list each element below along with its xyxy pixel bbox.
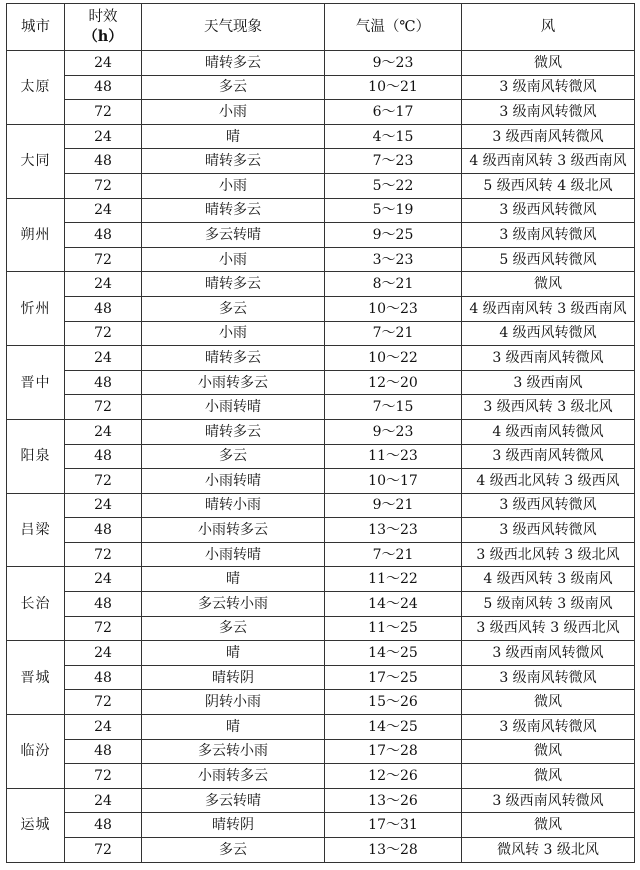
weather-cell: 多云转小雨 [142, 739, 325, 764]
temperature-cell: 10～22 [325, 346, 462, 371]
weather-forecast-table [6, 3, 635, 863]
table-header [7, 4, 635, 51]
hours-cell: 24 [65, 272, 142, 297]
temperature-cell: 15～26 [325, 690, 462, 715]
header-row [7, 4, 635, 51]
city-name-cell: 临汾 [7, 715, 65, 789]
table-row [7, 838, 635, 863]
weather-cell: 晴 [142, 124, 325, 149]
weather-cell: 小雨转晴 [142, 542, 325, 567]
hours-cell: 24 [65, 788, 142, 813]
hours-cell: 24 [65, 641, 142, 666]
temperature-cell: 17～25 [325, 665, 462, 690]
hours-cell: 72 [65, 616, 142, 641]
temperature-cell: 7～21 [325, 542, 462, 567]
table-row [7, 173, 635, 198]
table-row [7, 764, 635, 789]
weather-cell: 晴转多云 [142, 419, 325, 444]
hours-cell: 72 [65, 173, 142, 198]
city-name-cell: 阳泉 [7, 419, 65, 493]
temperature-cell: 10～21 [325, 75, 462, 100]
weather-cell: 多云转晴 [142, 788, 325, 813]
table-body [7, 51, 635, 863]
table-row [7, 592, 635, 617]
hours-cell: 48 [65, 444, 142, 469]
temperature-cell: 13～23 [325, 518, 462, 543]
city-name-cell: 朔州 [7, 198, 65, 272]
hours-cell: 48 [65, 296, 142, 321]
wind-cell: 微风 [462, 739, 635, 764]
wind-cell: 3 级西南风转微风 [462, 641, 635, 666]
wind-cell: 5 级西风转微风 [462, 247, 635, 272]
temperature-cell: 9～21 [325, 493, 462, 518]
temperature-cell: 7～15 [325, 395, 462, 420]
wind-cell: 3 级西北风转 3 级北风 [462, 542, 635, 567]
weather-cell: 小雨转多云 [142, 518, 325, 543]
city-name-cell: 太原 [7, 51, 65, 125]
hours-cell: 48 [65, 739, 142, 764]
city-name-cell: 吕梁 [7, 493, 65, 567]
temperature-cell: 13～28 [325, 838, 462, 863]
weather-cell: 多云 [142, 838, 325, 863]
table-row [7, 444, 635, 469]
weather-cell: 多云转小雨 [142, 592, 325, 617]
table-row [7, 518, 635, 543]
table-row [7, 247, 635, 272]
weather-cell: 小雨 [142, 321, 325, 346]
wind-cell: 微风 [462, 813, 635, 838]
city-name-cell: 忻州 [7, 272, 65, 346]
hours-cell: 48 [65, 223, 142, 248]
wind-cell: 微风 [462, 690, 635, 715]
table-row [7, 788, 635, 813]
hours-cell: 48 [65, 370, 142, 395]
temperature-cell: 5～22 [325, 173, 462, 198]
table-row [7, 124, 635, 149]
weather-cell: 小雨转晴 [142, 469, 325, 494]
wind-cell: 4 级西北风转 3 级西风 [462, 469, 635, 494]
table-row [7, 75, 635, 100]
city-name-cell: 晋中 [7, 346, 65, 420]
weather-cell: 晴 [142, 641, 325, 666]
wind-cell: 3 级西南风 [462, 370, 635, 395]
wind-cell: 微风 [462, 272, 635, 297]
temperature-cell: 4～15 [325, 124, 462, 149]
hours-cell: 72 [65, 690, 142, 715]
wind-cell: 3 级西南风转微风 [462, 124, 635, 149]
temperature-cell: 7～21 [325, 321, 462, 346]
table-row [7, 149, 635, 174]
wind-cell: 3 级西南风转微风 [462, 444, 635, 469]
temperature-cell: 12～26 [325, 764, 462, 789]
header-temperature: 气温（℃） [325, 4, 462, 51]
wind-cell: 4 级西南风转 3 级西南风 [462, 296, 635, 321]
wind-cell: 3 级南风转微风 [462, 75, 635, 100]
hours-cell: 72 [65, 100, 142, 125]
header-weather: 天气现象 [142, 4, 325, 51]
temperature-cell: 7～23 [325, 149, 462, 174]
table-row [7, 51, 635, 76]
city-name-cell: 运城 [7, 788, 65, 862]
city-name-cell: 晋城 [7, 641, 65, 715]
hours-cell: 48 [65, 518, 142, 543]
hours-cell: 48 [65, 665, 142, 690]
weather-cell: 多云 [142, 616, 325, 641]
table-row [7, 100, 635, 125]
temperature-cell: 6～17 [325, 100, 462, 125]
wind-cell: 微风 [462, 51, 635, 76]
weather-cell: 晴 [142, 567, 325, 592]
wind-cell: 3 级南风转微风 [462, 223, 635, 248]
weather-cell: 小雨 [142, 247, 325, 272]
weather-cell: 小雨转多云 [142, 764, 325, 789]
temperature-cell: 9～23 [325, 51, 462, 76]
temperature-cell: 10～23 [325, 296, 462, 321]
header-hours-unit: （h） [83, 28, 123, 45]
wind-cell: 4 级西南风转 3 级西南风 [462, 149, 635, 174]
table-row [7, 739, 635, 764]
temperature-cell: 17～31 [325, 813, 462, 838]
weather-cell: 小雨 [142, 173, 325, 198]
table-row [7, 419, 635, 444]
weather-cell: 晴 [142, 715, 325, 740]
weather-cell: 小雨转多云 [142, 370, 325, 395]
temperature-cell: 11～25 [325, 616, 462, 641]
table-row [7, 641, 635, 666]
temperature-cell: 11～23 [325, 444, 462, 469]
table-row [7, 370, 635, 395]
hours-cell: 48 [65, 149, 142, 174]
hours-cell: 72 [65, 542, 142, 567]
hours-cell: 72 [65, 764, 142, 789]
hours-cell: 24 [65, 419, 142, 444]
hours-cell: 24 [65, 51, 142, 76]
hours-cell: 24 [65, 493, 142, 518]
hours-cell: 72 [65, 321, 142, 346]
table-row [7, 690, 635, 715]
weather-cell: 多云转晴 [142, 223, 325, 248]
wind-cell: 4 级西南风转微风 [462, 419, 635, 444]
weather-cell: 多云 [142, 75, 325, 100]
table-row [7, 346, 635, 371]
weather-cell: 小雨转晴 [142, 395, 325, 420]
weather-cell: 晴转多云 [142, 272, 325, 297]
temperature-cell: 14～24 [325, 592, 462, 617]
weather-cell: 晴转小雨 [142, 493, 325, 518]
header-hours-label: 时效 [88, 9, 118, 25]
temperature-cell: 14～25 [325, 641, 462, 666]
weather-cell: 晴转阴 [142, 665, 325, 690]
table-row [7, 321, 635, 346]
hours-cell: 72 [65, 469, 142, 494]
header-hours [65, 4, 142, 51]
header-wind: 风 [462, 4, 635, 51]
table-row [7, 715, 635, 740]
temperature-cell: 10～17 [325, 469, 462, 494]
weather-cell: 晴转阴 [142, 813, 325, 838]
hours-cell: 48 [65, 592, 142, 617]
wind-cell: 微风转 3 级北风 [462, 838, 635, 863]
wind-cell: 4 级西风转 3 级南风 [462, 567, 635, 592]
table-row [7, 665, 635, 690]
temperature-cell: 13～26 [325, 788, 462, 813]
weather-cell: 多云 [142, 296, 325, 321]
hours-cell: 72 [65, 838, 142, 863]
city-name-cell: 长治 [7, 567, 65, 641]
hours-cell: 72 [65, 247, 142, 272]
table-row [7, 469, 635, 494]
table-row [7, 223, 635, 248]
temperature-cell: 5～19 [325, 198, 462, 223]
temperature-cell: 8～21 [325, 272, 462, 297]
temperature-cell: 12～20 [325, 370, 462, 395]
temperature-cell: 3～23 [325, 247, 462, 272]
wind-cell: 3 级西风转微风 [462, 198, 635, 223]
weather-cell: 阴转小雨 [142, 690, 325, 715]
temperature-cell: 11～22 [325, 567, 462, 592]
table-row [7, 493, 635, 518]
wind-cell: 5 级南风转 3 级南风 [462, 592, 635, 617]
hours-cell: 24 [65, 124, 142, 149]
weather-cell: 晴转多云 [142, 51, 325, 76]
wind-cell: 3 级西风转微风 [462, 493, 635, 518]
hours-cell: 24 [65, 567, 142, 592]
weather-cell: 晴转多云 [142, 149, 325, 174]
table-row [7, 567, 635, 592]
city-name-cell: 大同 [7, 124, 65, 198]
weather-cell: 多云 [142, 444, 325, 469]
table-row [7, 395, 635, 420]
table-row [7, 198, 635, 223]
hours-cell: 72 [65, 395, 142, 420]
wind-cell: 3 级南风转微风 [462, 715, 635, 740]
hours-cell: 24 [65, 198, 142, 223]
wind-cell: 4 级西风转微风 [462, 321, 635, 346]
wind-cell: 3 级西南风转微风 [462, 788, 635, 813]
weather-cell: 晴转多云 [142, 198, 325, 223]
wind-cell: 3 级西风转微风 [462, 518, 635, 543]
weather-cell: 晴转多云 [142, 346, 325, 371]
temperature-cell: 14～25 [325, 715, 462, 740]
table-row [7, 272, 635, 297]
header-city: 城市 [7, 4, 65, 51]
wind-cell: 3 级南风转微风 [462, 100, 635, 125]
table-row [7, 296, 635, 321]
table-row [7, 616, 635, 641]
table-row [7, 542, 635, 567]
wind-cell: 3 级西风转 3 级北风 [462, 395, 635, 420]
temperature-cell: 9～23 [325, 419, 462, 444]
wind-cell: 微风 [462, 764, 635, 789]
weather-cell: 小雨 [142, 100, 325, 125]
wind-cell: 3 级南风转微风 [462, 665, 635, 690]
wind-cell: 3 级西南风转微风 [462, 346, 635, 371]
hours-cell: 24 [65, 715, 142, 740]
hours-cell: 48 [65, 75, 142, 100]
temperature-cell: 17～28 [325, 739, 462, 764]
temperature-cell: 9～25 [325, 223, 462, 248]
hours-cell: 24 [65, 346, 142, 371]
table-row [7, 813, 635, 838]
wind-cell: 3 级西风转 3 级西北风 [462, 616, 635, 641]
hours-cell: 48 [65, 813, 142, 838]
wind-cell: 5 级西风转 4 级北风 [462, 173, 635, 198]
